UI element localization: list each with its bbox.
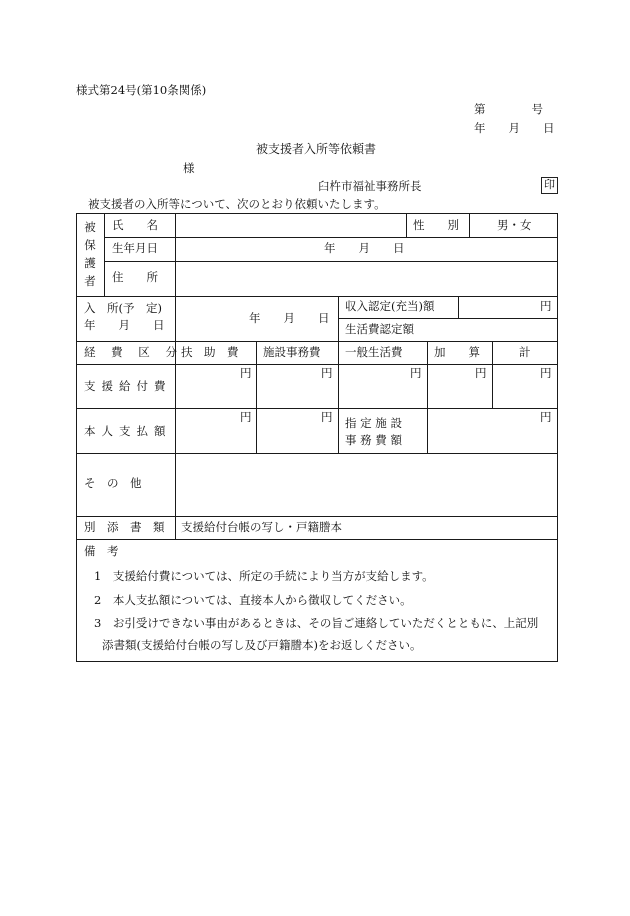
- seal-stamp: 印: [541, 177, 558, 194]
- note-item: 1 支援給付費については、所定の手続により当方が支給します。: [94, 569, 434, 583]
- document-title: 被支援者入所等依頼書: [256, 142, 377, 156]
- birthdate-value: 年 月 日: [324, 241, 405, 255]
- col-kasan: 加 算: [434, 345, 480, 359]
- yen-2: 円: [321, 366, 333, 380]
- support-payment-label: 支援給付費: [84, 379, 172, 393]
- yen-7: 円: [321, 410, 333, 424]
- yen-4: 円: [475, 366, 487, 380]
- col-fuyo: 扶 助 費: [181, 345, 239, 359]
- income-yen: 円: [540, 299, 552, 313]
- sender-name: 臼杵市福祉事務所長: [318, 179, 422, 193]
- address-label: 住 所: [112, 270, 158, 284]
- intro-text: 被支援者の入所等について、次のとおり依頼いたします。: [88, 197, 386, 211]
- col-kei: 計: [519, 345, 531, 359]
- col-ippan: 一般生活費: [345, 345, 403, 359]
- birthdate-label: 生年月日: [112, 241, 158, 255]
- protected-person-label: 被保護者: [84, 220, 96, 288]
- name-label: 氏 名: [112, 218, 158, 232]
- notes-title: 備 考: [84, 544, 119, 558]
- attachments-label: 別 添 書 類: [84, 520, 165, 534]
- attachments-value: 支援給付台帳の写し・戸籍謄本: [181, 520, 342, 534]
- other-label: そ の 他: [84, 476, 142, 490]
- yen-6: 円: [240, 410, 252, 424]
- note-item: 3 お引受けできない事由があるときは、その旨ご連絡していただくとともに、上記別: [94, 616, 539, 630]
- gender-label: 性 別: [413, 218, 459, 232]
- self-payment-label: 本人支払額: [84, 424, 172, 438]
- gender-options: 男・女: [497, 218, 532, 232]
- note-item: 2 本人支払額については、直接本人から徴収してください。: [94, 593, 412, 607]
- document-date: 年 月 日: [474, 121, 555, 135]
- admission-label-2: 年 月 日: [84, 318, 165, 332]
- admission-label-1: 入 所(予 定): [84, 301, 162, 315]
- yen-8: 円: [540, 410, 552, 424]
- yen-3: 円: [410, 366, 422, 380]
- designated-facility-label-2: 事 務 費 額: [345, 433, 402, 447]
- document-number: 第 号: [474, 102, 543, 116]
- designated-facility-label-1: 指 定 施 設: [345, 416, 402, 430]
- form-number: 様式第24号(第10条関係): [76, 83, 207, 97]
- addressee-suffix: 様: [183, 161, 195, 175]
- living-cost-label: 生活費認定額: [345, 322, 414, 336]
- expense-category-label: 経 費 区 分: [84, 345, 183, 359]
- admission-date-value: 年 月 日: [249, 311, 330, 325]
- income-recognition-label: 収入認定(充当)額: [345, 299, 435, 313]
- col-shisetsu: 施設事務費: [263, 345, 321, 359]
- note-item-continued: 添書類(支援給付台帳の写し及び戸籍謄本)をお返しください。: [102, 638, 422, 652]
- yen-5: 円: [540, 366, 552, 380]
- yen-1: 円: [240, 366, 252, 380]
